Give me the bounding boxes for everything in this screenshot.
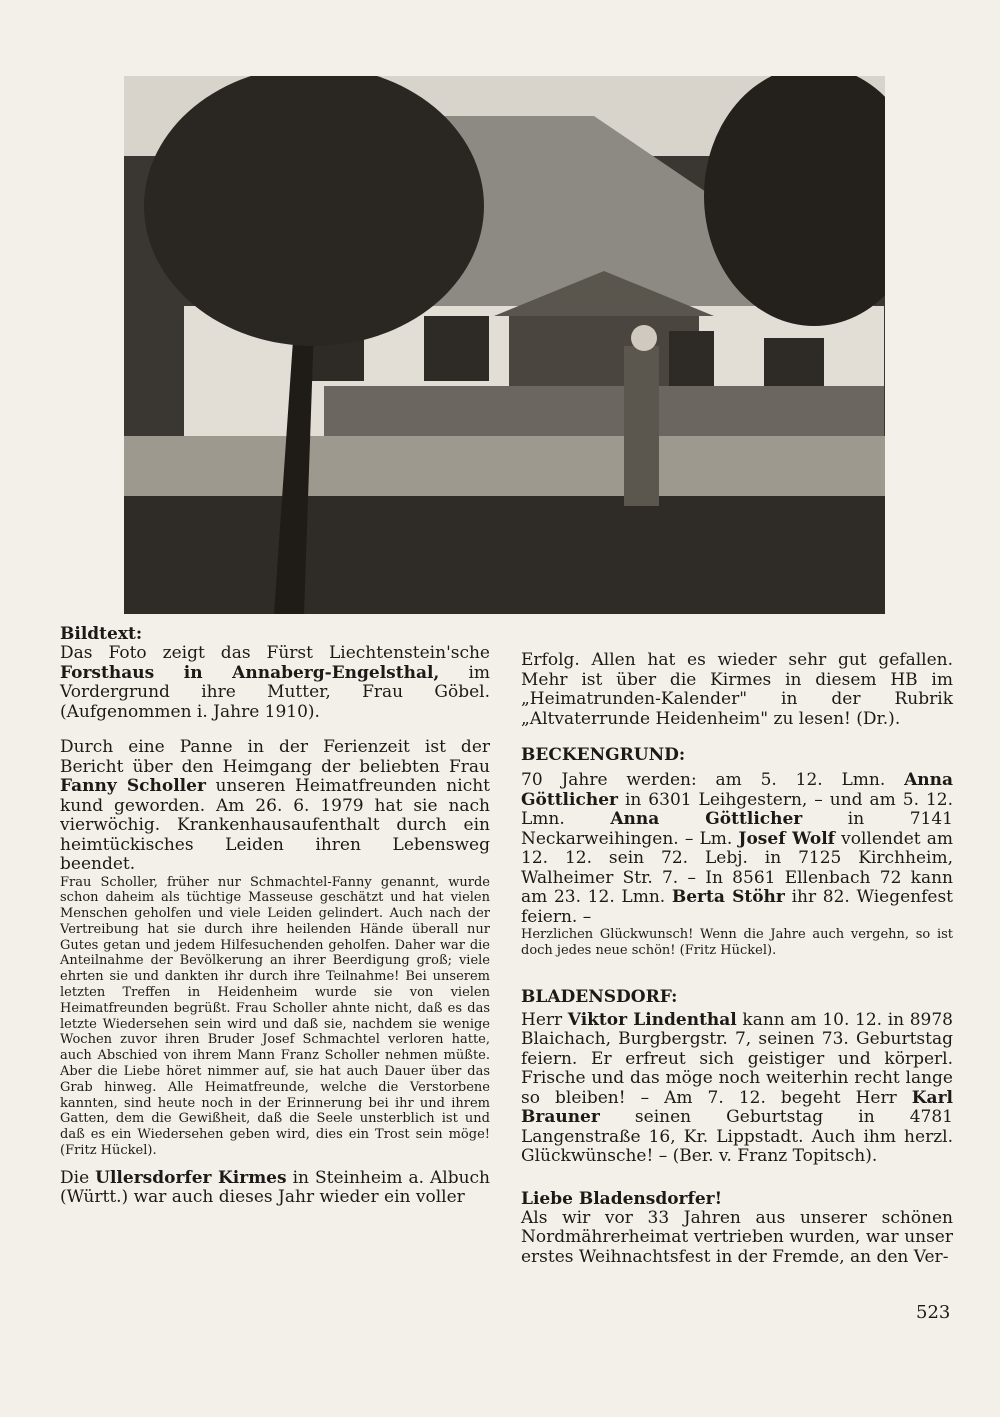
house-photo-icon [124,76,885,614]
right-column [521,651,953,1267]
left-column [60,624,490,1208]
obituary-small-text: Frau Scholler, früher nur Schmachtel-Fanny genannt, wurde schon daheim als tüchtige Masseuse geschätzt und hat vielen Menschen geholfen und viele Leiden gelindert. Auch nach der Vertreibung hat sie durch ihre heilenden Hände überall nur Gutes getan und jedem Hilfesuchenden geholfen. Daher war die Anteilnahme der Bevölkerung an ihrer Beerdigung groß; viele ehrten sie und dankten ihr durch ihre Teilnahme! Bei unserem letzten Treffen in Heidenheim wurde sie von vielen Heimatfreunden begrüßt. Frau Scholler ahnte nicht, daß es das letzte Wiedersehen sein wird und daß sie, nachdem sie wenige Wochen zuvor ihren Bruder Josef Schmachtel verloren hatte, auch Abschied von ihrem Mann Franz Scholler nehmen müßte. Aber die Liebe höret nimmer auf, sie hat auch Dauer über das Grab hinweg. Alle Heimatfreunde, welche die Verstorbene kannten, sind heute noch in der Erinnerung bei ihr und ihrem Gatten, dem die Gewißheit, daß die Seele unsterblich ist und daß es ein Wiedersehen geben wird, dies ein Trost sein möge! (Fritz Hückel). [60,874,490,1159]
beckengrund-heading: BECKENGRUND: [521,745,686,765]
letter-text: Als wir vor 33 Jahren aus unserer schönen Nordmährerheimat vertrieben wurden, war unser erstes Weihnachtsfest in der Fremde, an den Ver- [521,1207,953,1267]
bladensdorf-text: Herr Viktor Lindenthal kann am 10. 12. in 8978 Blaichach, Burgbergstr. 7, seinen 73. Geburtstag feiern. Er erfreut sich geistiger und körperl. Frische und das möge noch weiterhin recht lange so bleiben! – Am 7. 12. begeht Herr Karl Brauner seinen Geburtstag in 4781 Langenstraße 16, Kr. Lippstadt. Auch ihm herzl. Glückwünsche! – (Ber. v. Franz Topitsch). [521,1009,953,1167]
page-number: 523 [916,1302,951,1323]
beckengrund-text: 70 Jahre werden: am 5. 12. Lmn. Anna Göttlicher in 6301 Leihgestern, – und am 5. 12. Lmn. Anna Göttlicher in 7141 Neckarweihingen. – Lm. Josef Wolf vollendet am 12. 12. sein 72. Lebj. in 7125 Kirchheim, Walheimer Str. 7. – In 8561 Ellenbach 72 kann am 23. 12. Lmn. Berta Stöhr ihr 82. Wiegenfest feiern. – [521,770,953,927]
obituary-text: Durch eine Panne in der Ferienzeit ist der Bericht über den Heimgang der beliebten Frau Fanny Scholler unseren Heimatfreunden nicht kund geworden. Am 26. 6. 1979 hat sie nach vierwöchig. Krankenhausaufenthalt durch ein heimtückisches Leiden ihren Lebensweg beendet. [60,737,490,874]
bladensdorf-heading: BLADENSDORF: [521,986,678,1007]
caption-text: Das Foto zeigt das Fürst Liechtenstein'sche Forsthaus in Annaberg-Engelsthal, im Vordergrund ihre Mutter, Frau Göbel. (Aufgenommen i. Jahre 1910). [60,643,490,722]
kirmes-continued-text: Erfolg. Allen hat es wieder sehr gut gefallen. Mehr ist über die Kirmes in diesem HB im „Heimatrunden-Kalender" in der Rubrik „Altvaterrunde Heidenheim" zu lesen! (Dr.). [521,650,953,729]
kirmes-text: Die Ullersdorfer Kirmes in Steinheim a. Albuch (Württ.) war auch dieses Jahr wieder ein voller [60,1167,491,1208]
caption-heading: Bildtext: [60,624,143,644]
letter-heading: Liebe Bladensdorfer! [521,1188,723,1209]
beckengrund-small-text: Herzlichen Glückwunsch! Wenn die Jahre auch vergehn, so ist doch jedes neue schön! (Fritz Hückel). [521,927,953,958]
house-photo [124,76,885,614]
